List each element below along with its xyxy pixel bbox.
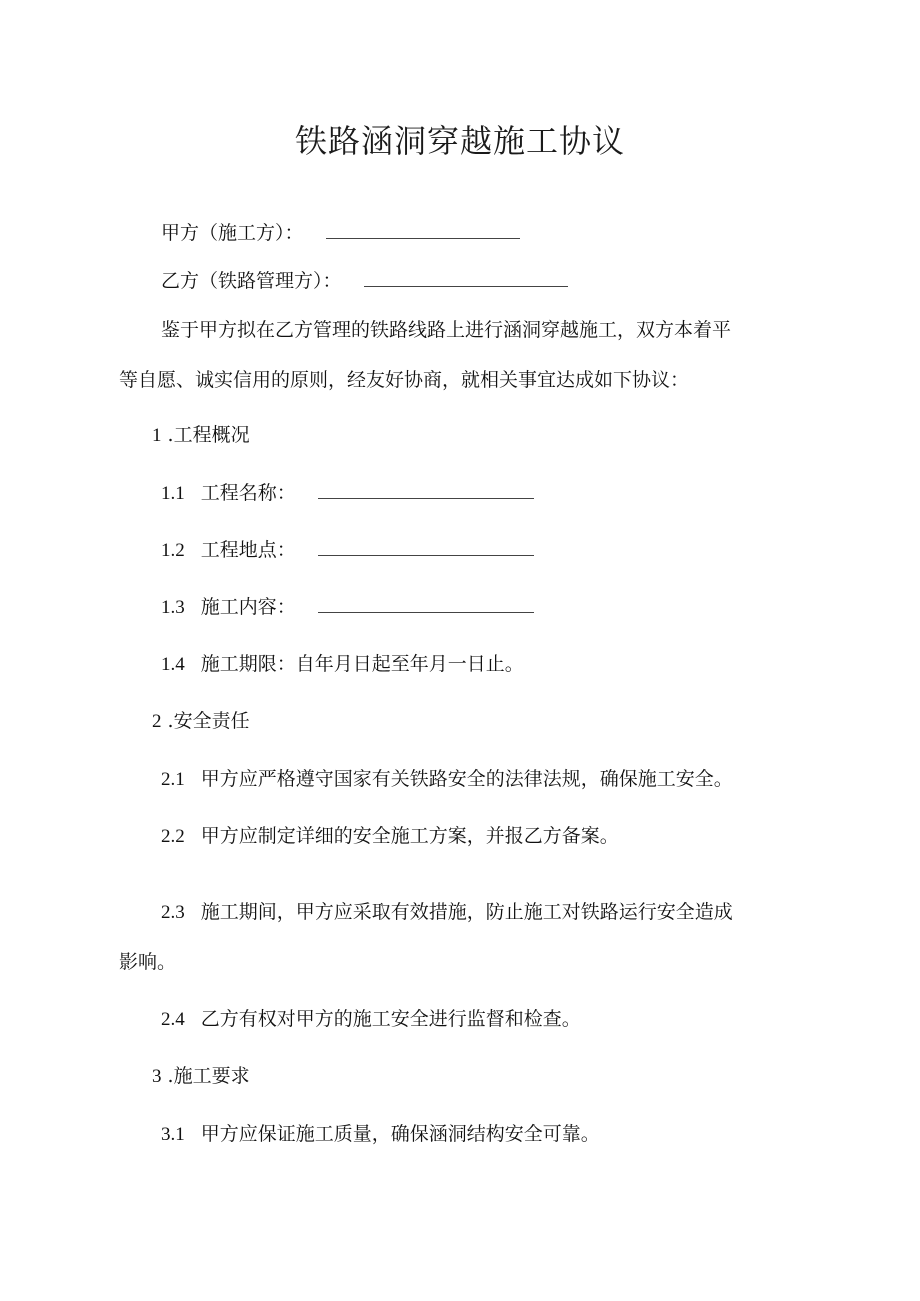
clause-1-4: 1.4 施工期限：自年月日起至年月一日止。 [161,653,524,675]
project-name-blank [318,478,534,499]
clause-2-4: 2.4 乙方有权对甲方的施工安全进行监督和检查。 [161,1008,581,1030]
party-a-line [161,218,520,247]
clause-1-1: 1.1 工程名称： [161,478,534,508]
party-a-label: 甲方（施工方）： [161,222,304,244]
party-b-label: 乙方（铁路管理方）： [161,270,342,292]
section-heading: 1 .工程概况 [152,424,250,446]
section-heading: 2 .安全责任 [152,710,250,732]
section-heading: 3 .施工要求 [152,1065,250,1087]
work-content-blank [318,592,534,613]
clause-2-1: 2.1 甲方应严格遵守国家有关铁路安全的法律法规，确保施工安全。 [161,768,733,790]
clause-2-2: 2.2 甲方应制定详细的安全施工方案，并报乙方备案。 [161,825,619,847]
clause-1-2: 1.2 工程地点： [161,535,534,565]
party-b-blank [364,266,568,287]
party-b-line [161,266,568,295]
clause-3-1: 3.1 甲方应保证施工质量，确保涵洞结构安全可靠。 [161,1123,600,1145]
clause-2-3: 2.3 施工期间，甲方应采取有效措施，防止施工对铁路运行安全造成 [161,901,733,923]
clause-2-3-continuation: 影响。 [119,951,177,973]
party-a-blank [326,218,520,239]
project-location-blank [318,535,534,556]
preamble-line-1: 鉴于甲方拟在乙方管理的铁路线路上进行涵洞穿越施工，双方本着平 [161,319,732,341]
document-title: 铁路涵洞穿越施工协议 [294,122,625,160]
preamble-line-2: 等自愿、诚实信用的原则，经友好协商，就相关事宜达成如下协议： [119,369,690,391]
clause-1-3: 1.3 施工内容： [161,592,534,622]
